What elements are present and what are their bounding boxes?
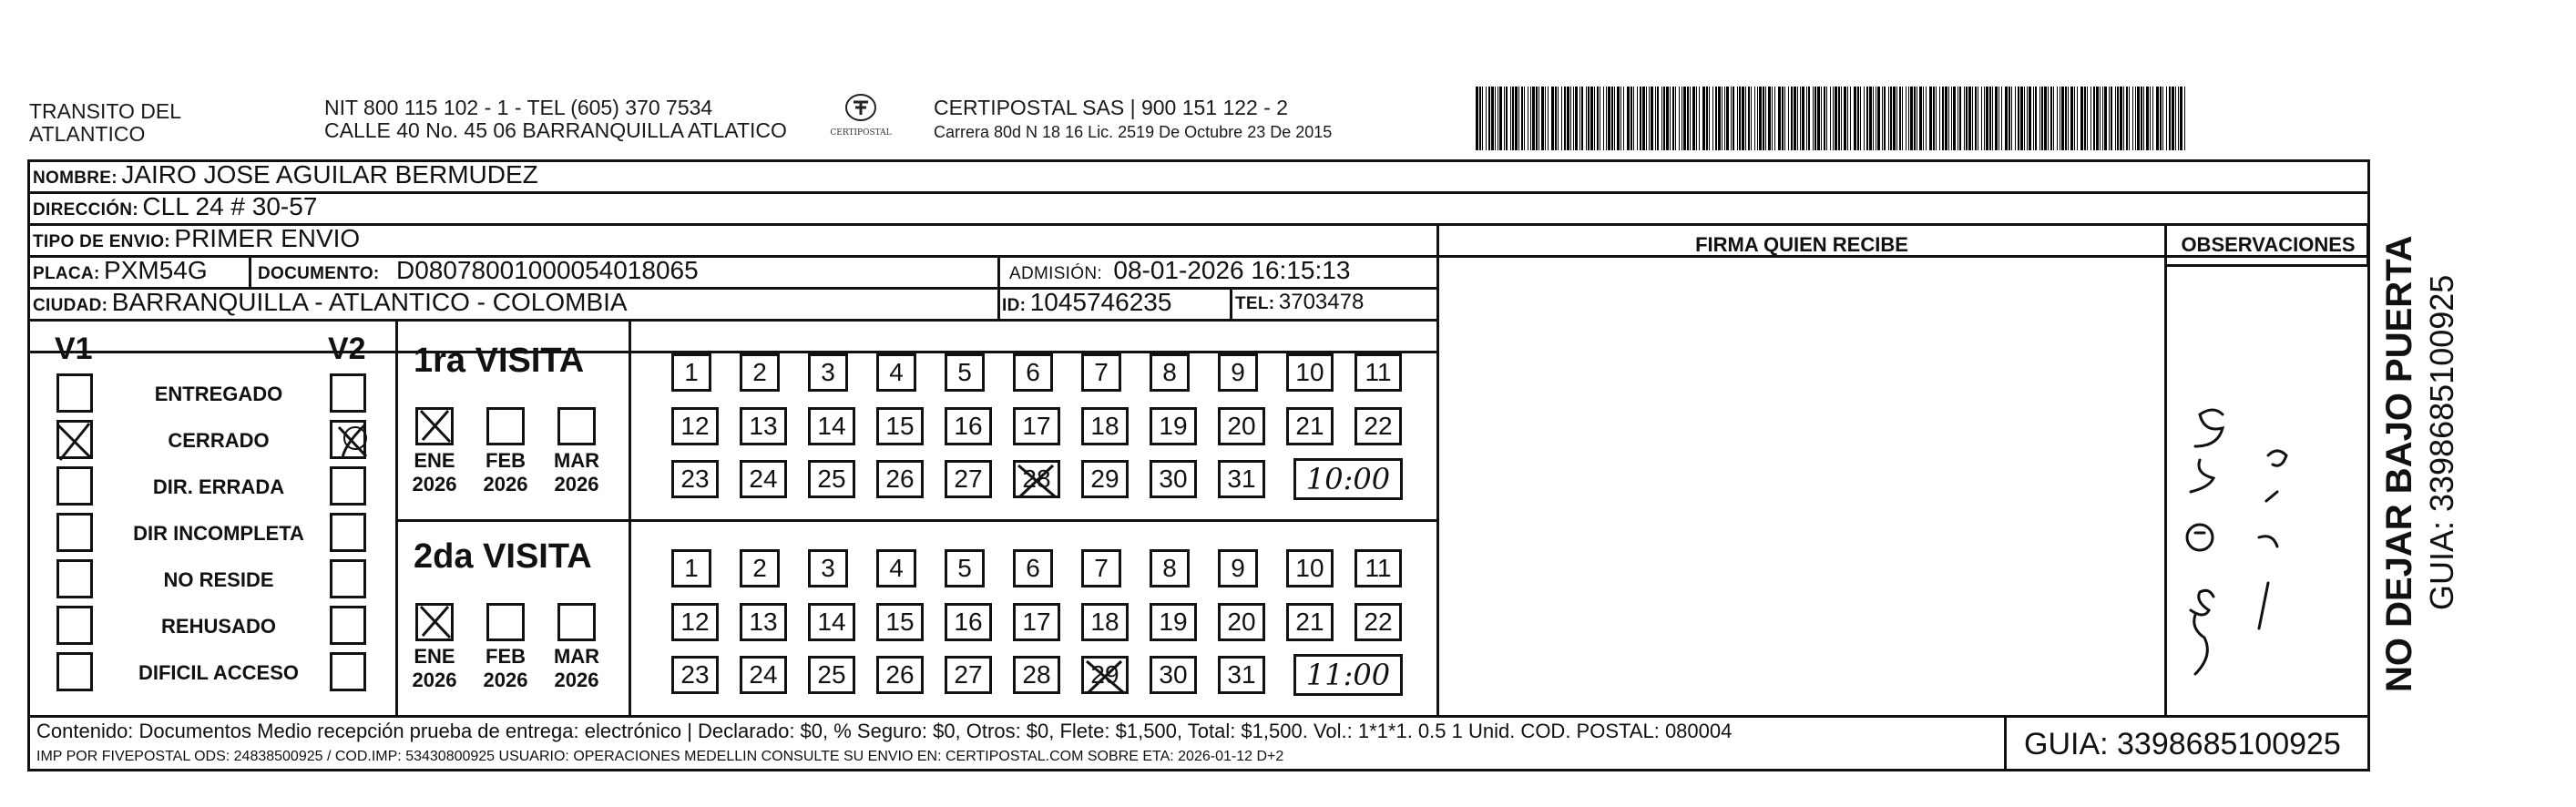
day-box[interactable]: 13 xyxy=(740,407,787,445)
status-label: DIR. ERRADA xyxy=(152,475,285,498)
guia-number: GUIA: 3398685100925 xyxy=(2024,727,2341,761)
day-box[interactable]: 25 xyxy=(808,460,855,498)
day-box[interactable]: 17 xyxy=(1013,407,1060,445)
month-checkbox[interactable] xyxy=(486,407,525,445)
day-box[interactable]: 10 xyxy=(1286,353,1334,392)
day-box[interactable]: 8 xyxy=(1150,353,1190,392)
day-box[interactable]: 5 xyxy=(945,353,985,392)
month-year: 2026 xyxy=(483,473,528,495)
address-line: CALLE 40 No. 45 06 BARRANQUILLA ATLATICO xyxy=(324,118,787,142)
nombre-field xyxy=(33,161,538,193)
day-box[interactable]: 29 xyxy=(1081,656,1129,694)
day-box[interactable]: 12 xyxy=(671,603,719,641)
side-guia: GUIA: 3398685100925 xyxy=(2423,274,2460,610)
day-box[interactable]: 12 xyxy=(671,407,719,445)
day-box[interactable]: 23 xyxy=(671,656,719,694)
day-box[interactable]: 1 xyxy=(671,353,711,392)
tel-label: TEL: xyxy=(1235,294,1275,313)
day-box[interactable]: 19 xyxy=(1150,407,1197,445)
documento-label: DOCUMENTO: xyxy=(258,264,380,283)
tipo-label: TIPO DE ENVIO: xyxy=(33,232,170,251)
status-label: CERRADO xyxy=(168,429,270,452)
certipostal-logo xyxy=(824,93,897,138)
month-year: 2026 xyxy=(412,473,457,495)
direccion-value: CLL 24 # 30-57 xyxy=(142,192,318,220)
v2-checkbox[interactable] xyxy=(330,606,366,645)
month-checkbox[interactable] xyxy=(415,603,454,641)
day-box[interactable]: 6 xyxy=(1013,353,1053,392)
month-checkbox[interactable] xyxy=(486,603,525,641)
id-label: ID: xyxy=(1002,296,1027,315)
v2-checkbox[interactable] xyxy=(330,420,366,459)
tel-field xyxy=(1235,289,1364,319)
day-box[interactable]: 10 xyxy=(1286,549,1334,587)
observaciones-header: OBSERVACIONES xyxy=(2181,233,2356,256)
day-box[interactable]: 7 xyxy=(1081,353,1121,392)
id-field xyxy=(1002,289,1171,321)
day-box[interactable]: 24 xyxy=(740,656,787,694)
no-dejar-notice: NO DEJAR BAJO PUERTA xyxy=(2379,235,2419,692)
ciudad-value: BARRANQUILLA - ATLANTICO - COLOMBIA xyxy=(111,288,628,316)
footer-print-info: IMP POR FIVEPOSTAL ODS: 24838500925 / COD.IMP: 53430800925 USUARIO: OPERACIONES MEDELLIN CONSULTE SU ENVIO EN: CERTIPOSTAL.COM SOBRE ETA: 2026-01-12 D+2 xyxy=(36,749,1284,764)
month-checkbox[interactable] xyxy=(557,603,596,641)
v2-checkbox[interactable] xyxy=(330,652,366,691)
month-year: 2026 xyxy=(483,669,528,691)
id-value: 1045746235 xyxy=(1029,288,1172,316)
status-label: NO RESIDE xyxy=(163,568,274,591)
day-box[interactable]: 3 xyxy=(808,353,848,392)
day-box[interactable]: 24 xyxy=(740,460,787,498)
footer-content: Contenido: Documentos Medio recepción prueba de entrega: electrónico | Declarado: $0, % Seguro: $0, Otros: $0, Flete: $1,500, Total: $1,500. Vol.: 1*1*1. 0.5 1 Unid. COD. POSTAL: 080004 xyxy=(36,720,1733,742)
day-box[interactable]: 11 xyxy=(1354,549,1402,587)
nit-line: NIT 800 115 102 - 1 - TEL (605) 370 7534 xyxy=(324,96,713,119)
day-box[interactable]: 22 xyxy=(1354,603,1402,641)
status-label: DIR INCOMPLETA xyxy=(133,522,304,545)
nombre-value: JAIRO JOSE AGUILAR BERMUDEZ xyxy=(121,160,538,189)
v2-header: V2 xyxy=(328,332,366,366)
day-box[interactable]: 17 xyxy=(1013,603,1060,641)
day-box[interactable]: 4 xyxy=(876,353,916,392)
day-box[interactable]: 18 xyxy=(1081,603,1129,641)
placa-label: PLACA: xyxy=(33,264,100,283)
month-checkbox[interactable] xyxy=(415,407,454,445)
barcode xyxy=(1476,87,2204,150)
day-box[interactable]: 22 xyxy=(1354,407,1402,445)
month-label: MAR xyxy=(553,645,600,668)
month-year: 2026 xyxy=(554,669,599,691)
carrier-sub: Carrera 80d N 18 16 Lic. 2519 De Octubre 23 De 2015 xyxy=(934,123,1333,141)
day-box[interactable]: 29 xyxy=(1081,460,1129,498)
day-box[interactable]: 26 xyxy=(876,460,924,498)
logo-text: CERTIPOSTAL xyxy=(830,128,892,138)
ciudad-field xyxy=(33,289,628,321)
day-box[interactable]: 31 xyxy=(1218,460,1265,498)
day-box[interactable]: 31 xyxy=(1218,656,1265,694)
direccion-field xyxy=(33,193,317,225)
day-box[interactable]: 25 xyxy=(808,656,855,694)
day-box[interactable]: 3 xyxy=(808,549,848,587)
day-box[interactable]: 11 xyxy=(1354,353,1402,392)
day-box[interactable]: 7 xyxy=(1081,549,1121,587)
org-line-2: ATLANTICO xyxy=(29,122,146,146)
day-box[interactable]: 14 xyxy=(808,603,855,641)
day-box[interactable]: 21 xyxy=(1286,407,1334,445)
month-year: 2026 xyxy=(554,473,599,495)
v2-checkbox[interactable] xyxy=(330,513,366,552)
carrier-line: CERTIPOSTAL SAS | 900 151 122 - 2 xyxy=(934,96,1289,119)
day-box[interactable]: 23 xyxy=(671,460,719,498)
day-box[interactable]: 19 xyxy=(1150,603,1197,641)
carrier-info xyxy=(934,97,1332,142)
day-box[interactable]: 26 xyxy=(876,656,924,694)
month-year: 2026 xyxy=(412,669,457,691)
visit-title: 2da VISITA xyxy=(414,537,592,576)
day-box[interactable]: 28 xyxy=(1013,656,1060,694)
day-box[interactable]: 20 xyxy=(1218,603,1265,641)
documento-value: D08078001000054018065 xyxy=(396,256,699,284)
org-line-1: TRANSITO DEL xyxy=(29,99,181,123)
v2-checkbox[interactable] xyxy=(330,466,366,506)
day-box[interactable]: 4 xyxy=(876,549,916,587)
day-box[interactable]: 20 xyxy=(1218,407,1265,445)
admision-field xyxy=(1009,257,1350,289)
day-box[interactable]: 6 xyxy=(1013,549,1053,587)
day-box[interactable]: 15 xyxy=(876,407,924,445)
day-box[interactable]: 14 xyxy=(808,407,855,445)
month-label: ENE xyxy=(414,449,455,472)
placa-value: PXM54G xyxy=(104,256,208,284)
day-box[interactable]: 15 xyxy=(876,603,924,641)
day-box[interactable]: 27 xyxy=(945,460,992,498)
month-label: MAR xyxy=(553,449,600,472)
status-label: DIFICIL ACCESO xyxy=(138,661,299,684)
firma-header: FIRMA QUIEN RECIBE xyxy=(1695,233,1908,256)
v2-checkbox[interactable] xyxy=(330,559,366,598)
ciudad-label: CIUDAD: xyxy=(33,296,108,315)
documento-field xyxy=(258,257,699,289)
tipo-envio-field xyxy=(33,225,360,257)
month-checkbox[interactable] xyxy=(557,407,596,445)
day-box[interactable]: 1 xyxy=(671,549,711,587)
logo-icon xyxy=(843,93,879,124)
day-box[interactable]: 9 xyxy=(1218,549,1258,587)
visit-title: 1ra VISITA xyxy=(414,342,585,380)
day-box[interactable]: 9 xyxy=(1218,353,1258,392)
org-name xyxy=(29,100,181,146)
status-label: ENTREGADO xyxy=(154,383,283,405)
v2-checkbox[interactable] xyxy=(330,373,366,413)
day-box[interactable]: 2 xyxy=(740,353,780,392)
admision-label: ADMISIÓN: xyxy=(1009,264,1102,283)
day-box[interactable]: 18 xyxy=(1081,407,1129,445)
tel-value: 3703478 xyxy=(1278,290,1365,314)
visit-time: 10:00 xyxy=(1293,458,1403,500)
day-box[interactable]: 16 xyxy=(945,603,992,641)
v1-header: V1 xyxy=(55,332,93,366)
day-box[interactable]: 21 xyxy=(1286,603,1334,641)
day-box[interactable]: 28 xyxy=(1013,460,1060,498)
day-box[interactable]: 30 xyxy=(1150,460,1197,498)
day-box[interactable]: 5 xyxy=(945,549,985,587)
tipo-value: PRIMER ENVIO xyxy=(174,224,361,252)
month-label: FEB xyxy=(486,449,526,472)
day-box[interactable]: 13 xyxy=(740,603,787,641)
direccion-label: DIRECCIÓN: xyxy=(33,200,138,220)
visit-time: 11:00 xyxy=(1293,654,1403,696)
day-box[interactable]: 16 xyxy=(945,407,992,445)
placa-field xyxy=(33,257,208,289)
day-box[interactable]: 2 xyxy=(740,549,780,587)
sender-info xyxy=(324,97,787,142)
day-box[interactable]: 30 xyxy=(1150,656,1197,694)
nombre-label: NOMBRE: xyxy=(33,169,118,188)
admision-value: 08-01-2026 16:15:13 xyxy=(1113,256,1351,284)
status-label: REHUSADO xyxy=(161,615,276,638)
month-label: ENE xyxy=(414,645,455,668)
day-box[interactable]: 27 xyxy=(945,656,992,694)
day-box[interactable]: 8 xyxy=(1150,549,1190,587)
month-label: FEB xyxy=(486,645,526,668)
